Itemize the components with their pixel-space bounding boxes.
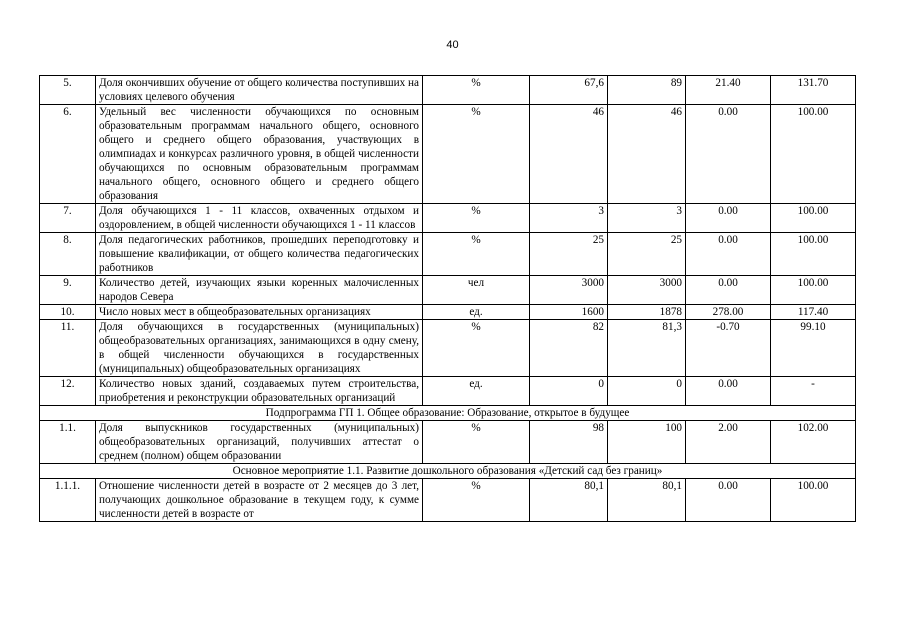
percent-value: 100.00 (771, 204, 856, 233)
table-row (40, 76, 856, 105)
actual-value: 3000 (608, 276, 686, 305)
actual-value: 100 (608, 421, 686, 464)
unit-cell: % (423, 76, 530, 105)
unit-cell: чел (423, 276, 530, 305)
planned-value: 67,6 (530, 76, 608, 105)
deviation-value: 0.00 (686, 233, 771, 276)
indicator-description: Количество новых зданий, создаваемых путем строительства, приобретения и реконструкции образовательных организаций (96, 377, 423, 406)
percent-value: 100.00 (771, 105, 856, 204)
table-row (40, 105, 856, 204)
indicator-description: Доля обучающихся в государственных (муниципальных) общеобразовательных организациях, занимающихся в одну смену, в общей численности обучающихся в государственных (муниципальных) общеобразовательных организациях (96, 320, 423, 377)
unit-cell: % (423, 320, 530, 377)
indicator-description: Доля окончивших обучение от общего количества поступивших на условиях целевого обучения (96, 76, 423, 105)
row-number: 9. (40, 276, 96, 305)
planned-value: 3000 (530, 276, 608, 305)
actual-value: 1878 (608, 305, 686, 320)
page-number: 40 (446, 39, 459, 51)
actual-value: 81,3 (608, 320, 686, 377)
table-row (40, 305, 856, 320)
planned-value: 3 (530, 204, 608, 233)
deviation-value: 0.00 (686, 105, 771, 204)
row-number: 5. (40, 76, 96, 105)
table-row (40, 233, 856, 276)
deviation-value: 0.00 (686, 276, 771, 305)
percent-value: 100.00 (771, 479, 856, 522)
actual-value: 3 (608, 204, 686, 233)
table-row (40, 479, 856, 522)
deviation-value: 0.00 (686, 204, 771, 233)
indicator-description: Доля выпускников государственных (муниципальных) общеобразовательных организаций, получивших аттестат о среднем (полном) общем образовании (96, 421, 423, 464)
deviation-value: 21.40 (686, 76, 771, 105)
deviation-value: 2.00 (686, 421, 771, 464)
row-number: 11. (40, 320, 96, 377)
percent-value: 100.00 (771, 276, 856, 305)
table-row (40, 204, 856, 233)
indicator-description: Удельный вес численности обучающихся по основным образовательным программам начального общего, основного общего и среднего общего образования, участвующих в олимпиадах и конкурсах различного уровня, в общей численности обучающихся по основным образовательным программам начального общего, основного общего и среднего общего образования (96, 105, 423, 204)
section-row (40, 406, 856, 421)
unit-cell: ед. (423, 305, 530, 320)
unit-cell: % (423, 233, 530, 276)
indicator-description: Число новых мест в общеобразовательных организациях (96, 305, 423, 320)
actual-value: 80,1 (608, 479, 686, 522)
unit-cell: % (423, 479, 530, 522)
table-row (40, 276, 856, 305)
deviation-value: 278.00 (686, 305, 771, 320)
unit-cell: % (423, 204, 530, 233)
row-number: 1.1. (40, 421, 96, 464)
row-number: 6. (40, 105, 96, 204)
indicator-description: Количество детей, изучающих языки коренных малочисленных народов Севера (96, 276, 423, 305)
indicator-description: Доля педагогических работников, прошедших переподготовку и повышение квалификации, от общего количества педагогических работников (96, 233, 423, 276)
table-row (40, 320, 856, 377)
planned-value: 25 (530, 233, 608, 276)
percent-value: 131.70 (771, 76, 856, 105)
planned-value: 80,1 (530, 479, 608, 522)
unit-cell: ед. (423, 377, 530, 406)
row-number: 12. (40, 377, 96, 406)
table-row (40, 377, 856, 406)
unit-cell: % (423, 105, 530, 204)
planned-value: 98 (530, 421, 608, 464)
table-row (40, 421, 856, 464)
section-title: Основное мероприятие 1.1. Развитие дошкольного образования «Детский сад без границ» (40, 464, 856, 479)
planned-value: 82 (530, 320, 608, 377)
deviation-value: 0.00 (686, 479, 771, 522)
row-number: 8. (40, 233, 96, 276)
planned-value: 1600 (530, 305, 608, 320)
percent-value: 99.10 (771, 320, 856, 377)
row-number: 7. (40, 204, 96, 233)
percent-value: - (771, 377, 856, 406)
planned-value: 46 (530, 105, 608, 204)
actual-value: 89 (608, 76, 686, 105)
planned-value: 0 (530, 377, 608, 406)
actual-value: 46 (608, 105, 686, 204)
section-title: Подпрограмма ГП 1. Общее образование: Образование, открытое в будущее (40, 406, 856, 421)
row-number: 10. (40, 305, 96, 320)
indicator-description: Отношение численности детей в возрасте от 2 месяцев до 3 лет, получающих дошкольное образование в текущем году, к сумме численности детей в возрасте от (96, 479, 423, 522)
deviation-value: -0.70 (686, 320, 771, 377)
percent-value: 102.00 (771, 421, 856, 464)
deviation-value: 0.00 (686, 377, 771, 406)
percent-value: 117.40 (771, 305, 856, 320)
actual-value: 0 (608, 377, 686, 406)
percent-value: 100.00 (771, 233, 856, 276)
row-number: 1.1.1. (40, 479, 96, 522)
indicator-description: Доля обучающихся 1 - 11 классов, охваченных отдыхом и оздоровлением, в общей численности обучающихся 1 - 11 классов (96, 204, 423, 233)
actual-value: 25 (608, 233, 686, 276)
indicators-table (39, 75, 856, 522)
section-row (40, 464, 856, 479)
unit-cell: % (423, 421, 530, 464)
